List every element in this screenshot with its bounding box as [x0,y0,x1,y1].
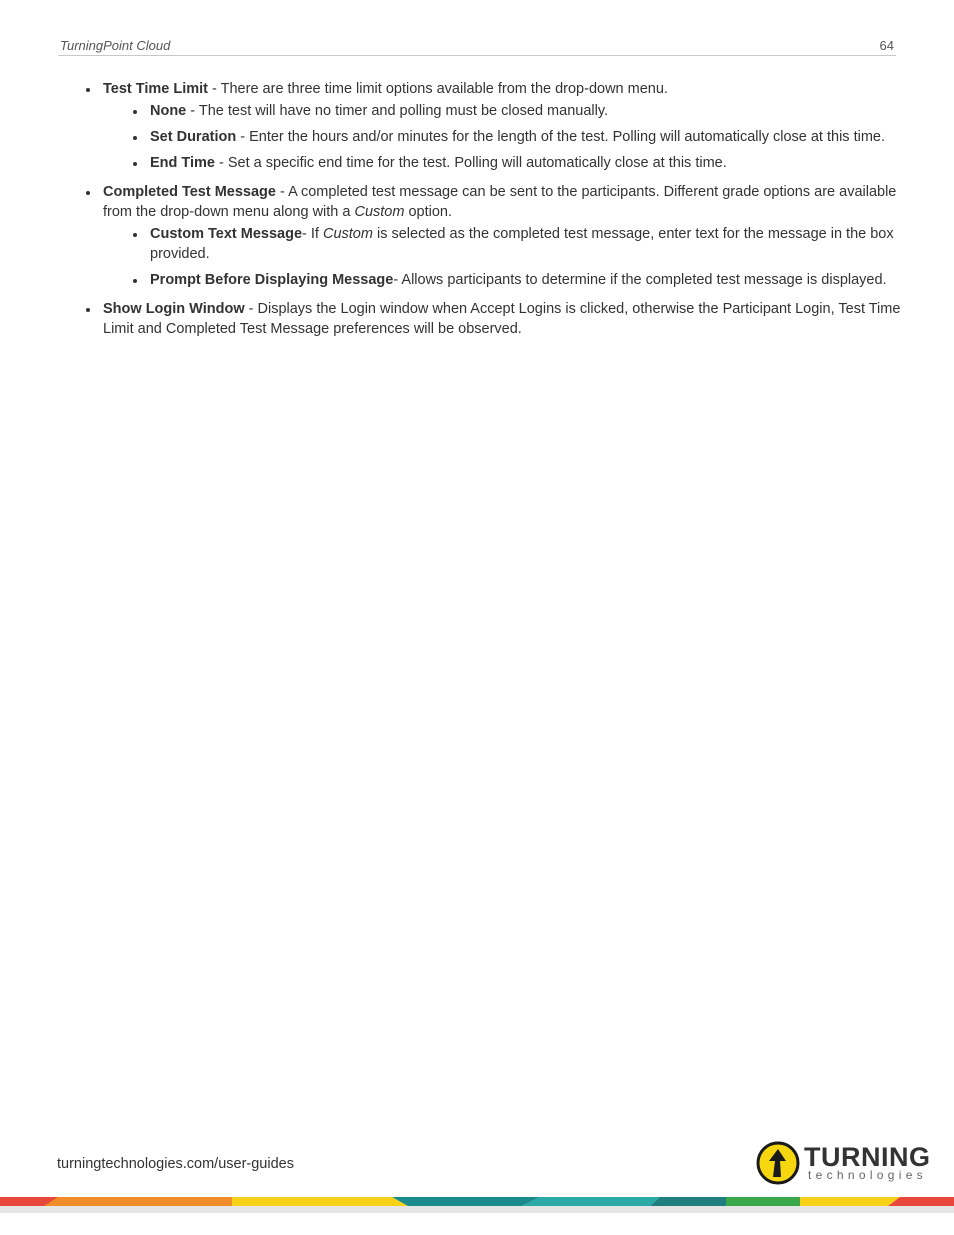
item-text: - The test will have no timer and polling must be closed manually. [186,103,609,119]
bullet [133,233,137,237]
bullet [86,88,90,92]
bullet [133,136,137,140]
sub-option-list [103,101,902,173]
item-text: - A completed test message can be sent to the participants. Different grade options are available from the drop-down menu along with a [103,184,897,220]
bullet [133,110,137,114]
list-item-test-time-limit [82,79,902,173]
turning-technologies-logo [756,1140,931,1186]
bullet [133,279,137,283]
item-text-end: is selected as the completed test message, enter text for the message in the box provided. [150,226,894,262]
item-text: - Set a specific end time for the test. Polling will automatically close at this time. [215,155,727,171]
item-text: - Allows participants to determine if the completed test message is displayed. [393,272,887,288]
item-term: Custom Text Message [150,226,303,242]
item-emphasis: Custom [322,226,373,242]
sub-item-prompt-before-displaying [129,270,902,290]
bullet [86,308,90,312]
document-body [82,79,902,348]
item-emphasis: Custom [354,204,405,220]
page-number: 64 [879,38,894,53]
item-term: Prompt Before Displaying Message [150,272,394,288]
item-term: Test Time Limit [103,81,209,97]
item-term: None [150,103,187,119]
turning-arrow-icon [756,1140,802,1186]
footer-color-stripe [0,1195,954,1213]
item-term: Completed Test Message [103,184,276,200]
item-term: End Time [150,155,215,171]
item-term: Set Duration [150,129,237,145]
item-text: - Displays the Login window when Accept Logins is clicked, otherwise the Participant Login, Test Time Limit and Completed Test Message preferences will be observed. [103,301,901,337]
item-text: - Enter the hours and/or minutes for the length of the test. Polling will automatically close at this time. [236,129,885,145]
document-title: TurningPoint Cloud [60,38,171,53]
logo-wordmark: TURNING [804,1142,931,1172]
page-header [58,37,896,56]
item-text: - If [302,226,323,242]
sub-item-none [129,101,902,121]
logo-subtitle: technologies [808,1168,927,1182]
list-item-show-login-window [82,299,902,339]
list-item-completed-test-message [82,182,902,290]
sub-item-set-duration [129,127,902,147]
sub-item-custom-text-message [129,224,902,264]
item-text-end: option. [404,204,453,220]
sub-item-end-time [129,153,902,173]
sub-option-list [103,224,902,290]
bullet [133,162,137,166]
option-list [82,79,902,339]
user-guides-link[interactable]: turningtechnologies.com/user-guides [57,1156,294,1172]
bullet [86,191,90,195]
item-text: - There are three time limit options available from the drop-down menu. [208,81,668,97]
item-term: Show Login Window [103,301,245,317]
